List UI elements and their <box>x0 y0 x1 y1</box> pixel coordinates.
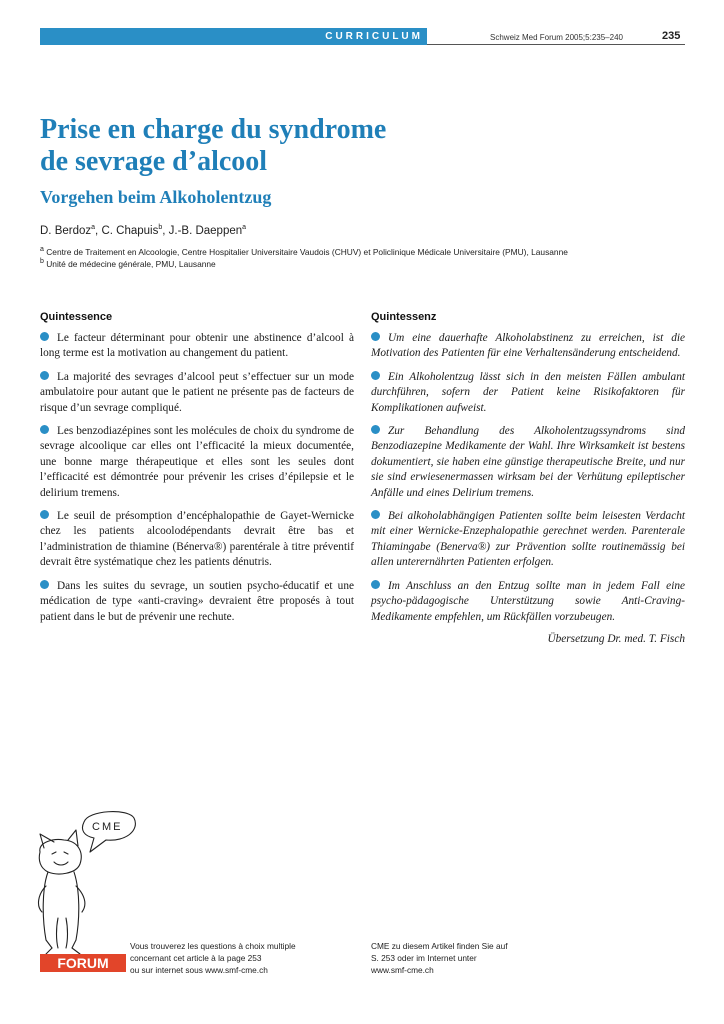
bullet-icon <box>40 510 49 519</box>
author-affiliation-mark: a <box>242 224 247 231</box>
list-item <box>40 509 354 571</box>
forum-logo-text: FORUM <box>57 955 109 971</box>
cme-note-line: www.smf-cme.ch <box>371 965 434 976</box>
bullet-icon <box>371 332 380 341</box>
section-heading: Quintessenz <box>371 311 437 323</box>
list-item <box>371 424 685 501</box>
cme-mascot-icon <box>28 808 138 978</box>
affiliation-text: Centre de Traitement en Alcoologie, Centre Hospitalier Universitaire Vaudois (CHUV) et Policlinique Médicale Universitaire (PMU), Lausanne <box>43 246 568 257</box>
affiliation <box>40 258 216 269</box>
mascot-eye <box>64 852 68 854</box>
section-heading: Quintessence <box>40 311 113 323</box>
cme-bubble-text: CME <box>92 821 123 833</box>
affiliation <box>40 246 568 257</box>
key-point-text: Les benzodiazépines sont les molécules de choix du syndrome de sevrage alcoolique car elles ont l’efficacité la mieux documentée, une bonne marge thérapeutique et elles sont les seules dont l’efficacité est démontrée pour prévenir les crises d’épilepsie et le delirium tremens. <box>40 425 354 499</box>
mascot-foot <box>46 948 80 954</box>
article-title <box>40 114 680 178</box>
mascot-mouth <box>54 862 68 865</box>
affiliation-mark: a <box>40 246 44 253</box>
affiliation-text: Unité de médecine générale, PMU, Lausanne <box>43 258 216 269</box>
cme-note-line: CME zu diesem Artikel finden Sie auf <box>371 941 508 951</box>
bullet-icon <box>371 510 380 519</box>
page-number: 235 <box>662 30 681 42</box>
cme-note-german <box>371 940 601 977</box>
bullet-icon <box>371 425 380 434</box>
list-item <box>40 424 354 501</box>
mascot-ear <box>68 830 78 846</box>
mascot-head <box>39 840 81 874</box>
title-line: Prise en charge du syndrome <box>40 114 387 145</box>
mascot-arm <box>39 886 46 912</box>
list-item <box>40 331 354 362</box>
key-point-text: Le facteur déterminant pour obtenir une abstinence d’alcool à long terme est la motivation au changement du patient. <box>40 332 354 360</box>
quintessence-french <box>40 311 354 633</box>
bullet-icon <box>371 371 380 380</box>
cme-note-line: concernant cet article à la page 253 <box>130 953 262 964</box>
bullet-icon <box>40 425 49 434</box>
cme-note-french <box>130 940 360 977</box>
mascot-body <box>72 872 79 948</box>
bullet-icon <box>40 371 49 380</box>
author-list <box>40 224 246 237</box>
quintessence-german <box>371 311 685 645</box>
list-item <box>371 331 685 362</box>
key-points-list <box>371 331 685 625</box>
list-item <box>40 370 354 416</box>
title-line: de sevrage d’alcool <box>40 146 268 177</box>
key-point-text: Dans les suites du sevrage, un soutien psycho-éducatif et une médication de type «anti-craving» devraient être proposés à tout patient dans le but de prévenir une rechute. <box>40 579 354 623</box>
bullet-icon <box>40 332 49 341</box>
list-item <box>371 579 685 625</box>
cme-note-line: Vous trouverez les questions à choix multiple <box>130 941 296 951</box>
author-affiliation-mark: b <box>158 224 163 231</box>
author-separator: , <box>95 224 102 237</box>
author-name: C. Chapuis <box>101 224 159 237</box>
article-subtitle: Vorgehen beim Alkoholentzug <box>40 187 272 207</box>
section-label: CURRICULUM <box>325 31 423 42</box>
mascot-eye <box>52 852 56 854</box>
key-point-text: Zur Behandlung des Alkoholentzugssyndroms sind Benzodiazepine Medikamente der Wahl. Ihre Wirksamkeit ist bestens dokumentiert, sie haben eine günstige therapeutische Breite, und nur sie sind erwiesenermassen wirksam bei der Verhütung epileptischer Anfälle und eines Delirium tremens. <box>371 425 685 499</box>
key-point-text: Le seuil de présomption d’encéphalopathie de Gayet-Wernicke chez les patients alcoolodépendants devrait être bas et l’administration de thiamine (Bénerva®) parentérale à titre préventif devrait être systématique chez les patients dénutris. <box>40 510 354 569</box>
header-rule <box>427 44 685 45</box>
bullet-icon <box>371 580 380 589</box>
mascot-ear <box>40 834 54 848</box>
key-point-text: Um eine dauerhafte Alkoholabstinenz zu erreichen, ist die Motivation des Patienten für eine Verhaltensänderung entscheidend. <box>371 332 685 360</box>
cme-note-line: S. 253 oder im Internet unter <box>371 953 477 964</box>
list-item <box>40 579 354 625</box>
author-separator: , <box>162 224 169 237</box>
key-points-list <box>40 331 354 625</box>
list-item <box>371 370 685 416</box>
cme-note-line: ou sur internet sous www.smf-cme.ch <box>130 965 268 976</box>
author-affiliation-mark: a <box>91 224 96 231</box>
key-point-text: Im Anschluss an den Entzug sollte man in jedem Fall eine psycho-pädagogische Unterstützung sowie Anti-Craving-Medikamente empfehlen, um Rückfällen vorzubeugen. <box>371 579 685 623</box>
bullet-icon <box>40 580 49 589</box>
author-name: D. Berdoz <box>40 224 92 237</box>
author-name: J.-B. Daeppen <box>168 224 243 237</box>
mascot-body <box>43 872 52 948</box>
key-point-text: La majorité des sevrages d’alcool peut s’effectuer sur un mode ambulatoire pour autant que le patient ne présente pas de facteurs de risque d’un sevrage compliqué. <box>40 370 354 414</box>
journal-reference: Schweiz Med Forum 2005;5:235–240 <box>490 33 623 42</box>
mascot-leg <box>66 918 68 948</box>
affiliation-mark: b <box>40 258 44 265</box>
key-point-text: Ein Alkoholentzug lässt sich in den meisten Fällen ambulant durchführen, sofern der Patient keine Risikofaktoren für Komplikationen aufweist. <box>371 370 685 414</box>
translator-credit: Übersetzung Dr. med. T. Fisch <box>547 632 685 645</box>
key-point-text: Bei alkoholabhängigen Patienten sollte beim leisesten Verdacht mit einer Wernicke-Enzephalopathie gerechnet werden. Parenterale Thiamingabe (Benerva®) zur Prävention sollte routinemässig bei allen unterernährten Patienten erfolgen. <box>371 510 685 569</box>
list-item <box>371 509 685 571</box>
mascot-leg <box>57 918 59 948</box>
